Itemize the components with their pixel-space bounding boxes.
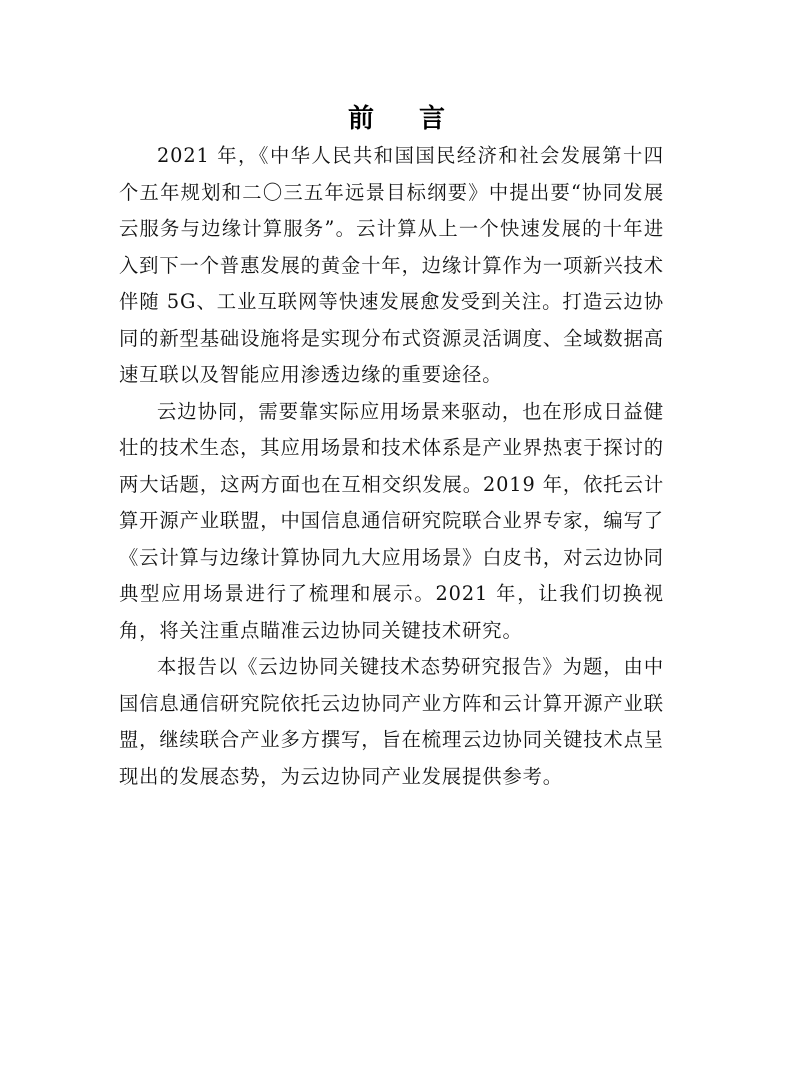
page-title: 前 言 <box>347 104 464 134</box>
body-text <box>119 138 664 795</box>
paragraph-3: 本报告以《云边协同关键技术态势研究报告》为题，由中国信息通信研究院依托云边协同产业方阵和云计算开源产业联盟，继续联合产业多方撰写，旨在梳理云边协同关键技术点呈现出的发展态势，为云边协同产业发展提供参考。 <box>119 655 664 788</box>
paragraph-2: 云边协同，需要靠实际应用场景来驱动，也在形成日益健壮的技术生态，其应用场景和技术体系是产业界热衷于探讨的两大话题，这两方面也在互相交织发展。2019 年，依托云计算开源产业联盟，中国信息通信研究院联合业界专家，编写了《云计算与边缘计算协同九大应用场景》白皮书，对云边协同典型应用场景进行了梳理和展示。2021 年，让我们切换视角，将关注重点瞄准云边协同关键技术研究。 <box>119 399 664 642</box>
paragraph-1: 2021 年，《中华人民共和国国民经济和社会发展第十四个五年规划和二〇三五年远景目标纲要》中提出要“协同发展云服务与边缘计算服务”。云计算从上一个快速发展的十年进入到下一个普惠发展的黄金十年，边缘计算作为一项新兴技术伴随 5G、工业互联网等快速发展愈发受到关注。打造云边协同的新型基础设施将是实现分布式资源灵活调度、全域数据高速互联以及智能应用渗透边缘的重要途径。 <box>119 144 664 386</box>
